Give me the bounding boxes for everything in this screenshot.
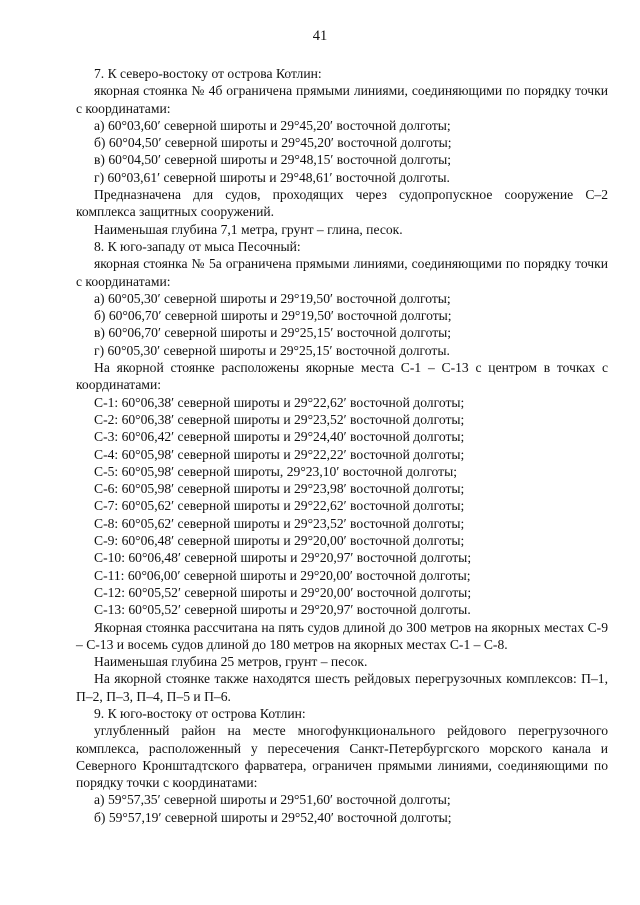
coordinate-line: г) 60°03,61′ северной широты и 29°48,61′ восточной долготы. (94, 169, 450, 185)
coordinate-line: С-8: 60°05,62′ северной широты и 29°23,52′ восточной долготы; (94, 515, 465, 531)
paragraph: 8. К юго-западу от мыса Песочный: (94, 238, 301, 254)
document-body (76, 65, 608, 826)
coordinate-line: г) 60°05,30′ северной широты и 29°25,15′ восточной долготы. (94, 342, 450, 358)
coordinate-line: С-3: 60°06,42′ северной широты и 29°24,40′ восточной долготы; (94, 429, 465, 445)
coordinate-line: С-7: 60°05,62′ северной широты и 29°22,62′ восточной долготы; (94, 498, 465, 514)
paragraph: 7. К северо-востоку от острова Котлин: (94, 66, 322, 81)
paragraph: якорная стоянка № 5а ограничена прямыми линиями, соединяющими по порядку точки с координатами: (76, 256, 608, 289)
coordinate-line: С-6: 60°05,98′ северной широты и 29°23,98′ восточной долготы; (94, 481, 465, 497)
coordinate-line: а) 60°05,30′ северной широты и 29°19,50′ восточной долготы; (94, 290, 451, 306)
paragraph: На якорной стоянке расположены якорные места С-1 – С-13 с центром в точках с координатами: (76, 360, 608, 393)
coordinate-line: С-1: 60°06,38′ северной широты и 29°22,62′ восточной долготы; (94, 394, 465, 410)
coordinate-line: С-4: 60°05,98′ северной широты и 29°22,22′ восточной долготы; (94, 446, 465, 462)
coordinate-line: а) 59°57,35′ северной широты и 29°51,60′ восточной долготы; (94, 792, 451, 808)
paragraph: Якорная стоянка рассчитана на пять судов длиной до 300 метров на якорных местах С-9 – С-13 и восемь судов длиной до 180 метров на якорных местах С-1 – С-8. (76, 619, 608, 652)
coordinate-line: С-5: 60°05,98′ северной широты, 29°23,10′ восточной долготы; (94, 463, 458, 479)
coordinate-line: б) 60°04,50′ северной широты и 29°45,20′ восточной долготы; (94, 135, 452, 151)
coordinate-line: С-9: 60°06,48′ северной широты и 29°20,00′ восточной долготы; (94, 533, 465, 549)
paragraph: Предназначена для судов, проходящих через судопропускное сооружение С–2 комплекса защитных сооружений. (76, 187, 608, 220)
coordinate-line: С-12: 60°05,52′ северной широты и 29°20,00′ восточной долготы; (94, 584, 472, 600)
page-number: 41 (312, 28, 328, 44)
paragraph: Наименьшая глубина 7,1 метра, грунт – глина, песок. (94, 221, 403, 237)
paragraph: углубленный район на месте многофункционального рейдового перегрузочного комплекса, расположенный у пересечения Санкт-Петербургского морского канала и Северного Кронштадтского фарватера, ограничен прямыми линиями, соединяющими по порядку точки с координатами: (76, 723, 608, 791)
coordinate-line: С-10: 60°06,48′ северной широты и 29°20,97′ восточной долготы; (94, 550, 472, 566)
coordinate-line: в) 60°06,70′ северной широты и 29°25,15′ восточной долготы; (94, 325, 452, 341)
coordinate-line: б) 59°57,19′ северной широты и 29°52,40′ восточной долготы; (94, 809, 452, 825)
coordinate-line: а) 60°03,60′ северной широты и 29°45,20′ восточной долготы; (94, 117, 451, 133)
coordinate-line: б) 60°06,70′ северной широты и 29°19,50′ восточной долготы; (94, 308, 452, 324)
coordinate-line: С-13: 60°05,52′ северной широты и 29°20,97′ восточной долготы. (94, 602, 471, 618)
paragraph: 9. К юго-востоку от острова Котлин: (94, 705, 306, 721)
coordinate-line: С-2: 60°06,38′ северной широты и 29°23,52′ восточной долготы; (94, 411, 465, 427)
coordinate-line: С-11: 60°06,00′ северной широты и 29°20,00′ восточной долготы; (94, 567, 471, 583)
paragraph: На якорной стоянке также находятся шесть рейдовых перегрузочных комплексов: П–1, П–2, П–3, П–4, П–5 и П–6. (76, 671, 608, 704)
coordinate-line: в) 60°04,50′ северной широты и 29°48,15′ восточной долготы; (94, 152, 452, 168)
paragraph: якорная стоянка № 4б ограничена прямыми линиями, соединяющими по порядку точки с координатами: (76, 83, 608, 116)
paragraph: Наименьшая глубина 25 метров, грунт – песок. (94, 654, 368, 670)
